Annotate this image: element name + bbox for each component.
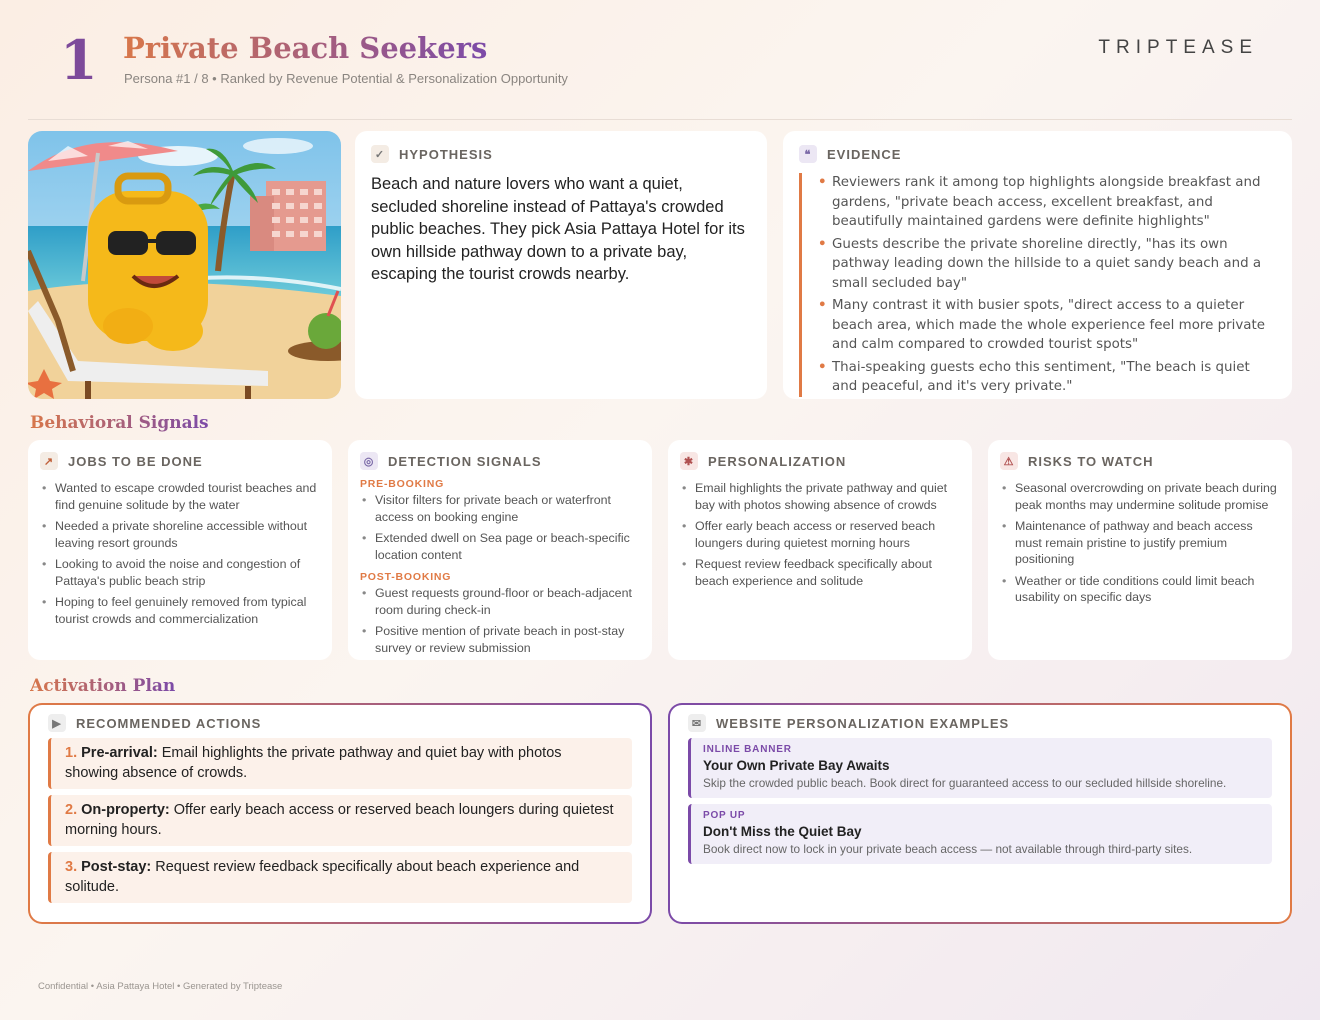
recommended-actions-card [28, 703, 652, 924]
page-footer: Confidential • Asia Pattaya Hotel • Generated by Triptease [38, 981, 283, 992]
list-item: • Positive mention of private beach in post-stay survey or review submission [360, 623, 640, 656]
evidence-list [799, 173, 1276, 397]
detection-heading: DETECTION SIGNALS [388, 453, 542, 469]
hypothesis-header [371, 145, 751, 163]
evidence-card [783, 131, 1292, 399]
personalization-header [680, 452, 960, 470]
list-item: • Offer early beach access or reserved beach loungers during quietest morning hours [680, 518, 960, 551]
checkmark-icon: ✓ [371, 145, 389, 163]
example-type: INLINE BANNER [703, 744, 792, 755]
list-item: • Guest requests ground-floor or beach-adjacent room during check-in [360, 585, 640, 618]
hypothesis-card [355, 131, 767, 399]
jobs-heading: JOBS TO BE DONE [68, 453, 203, 469]
behavioral-signals-title: Behavioral Signals [30, 413, 209, 433]
jobs-list [40, 480, 320, 627]
risks-card [988, 440, 1292, 660]
example-body: Skip the crowded public beach. Book direct for guaranteed access to our secluded hillside shoreline. [703, 776, 1227, 790]
list-item: • Maintenance of pathway and beach access must remain pristine to justify premium positioning [1000, 518, 1280, 568]
example-type: POP UP [703, 810, 746, 821]
list-item: • Visitor filters for private beach or waterfront access on booking engine [360, 492, 640, 525]
personalization-list [680, 480, 960, 589]
personalization-heading: PERSONALIZATION [708, 453, 847, 469]
detection-card [348, 440, 652, 660]
action-step [48, 738, 632, 789]
example-item [688, 738, 1272, 798]
target-icon: ◎ [360, 452, 378, 470]
website-heading: WEBSITE PERSONALIZATION EXAMPLES [716, 715, 1010, 731]
activation-plan-title: Activation Plan [30, 676, 176, 696]
brand-logo: TRIPTEASE [1098, 37, 1258, 58]
page-title: Private Beach Seekers [123, 31, 488, 65]
page-subtitle: Persona #1 / 8 • Ranked by Revenue Potential & Personalization Opportunity [124, 71, 568, 86]
list-item: • Hoping to feel genuinely removed from typical tourist crowds and commercialization [40, 594, 320, 627]
warning-icon: ⚠ [1000, 452, 1018, 470]
personalization-card [668, 440, 972, 660]
post-booking-list [360, 585, 640, 656]
risks-list [1000, 480, 1280, 606]
list-item: • Looking to avoid the noise and congestion of Pattaya's public beach strip [40, 556, 320, 589]
play-icon: ▶ [48, 714, 66, 732]
evidence-header [799, 145, 1276, 163]
action-step [48, 795, 632, 846]
persona-illustration [28, 131, 341, 399]
step-number: 3. [65, 859, 78, 875]
list-item: • Request review feedback specifically about beach experience and solitude [680, 556, 960, 589]
step-text: Offer early beach access or reserved beach loungers during quietest morning hours. [65, 802, 614, 838]
list-item: • Wanted to escape crowded tourist beaches and find genuine solitude by the water [40, 480, 320, 513]
list-item: • Extended dwell on Sea page or beach-specific location content [360, 530, 640, 563]
risks-heading: RISKS TO WATCH [1028, 453, 1154, 469]
step-number: 2. [65, 802, 78, 818]
risks-header [1000, 452, 1280, 470]
list-item: • Seasonal overcrowding on private beach during peak months may undermine solitude promise [1000, 480, 1280, 513]
list-item: • Needed a private shoreline accessible without leaving resort grounds [40, 518, 320, 551]
beach-illustration-icon [28, 131, 341, 399]
step-text: Email highlights the private pathway and quiet bay with photos showing absence of crowds. [65, 745, 562, 781]
step-label: Post-stay: [81, 859, 152, 875]
evidence-heading: EVIDENCE [827, 146, 902, 162]
recommended-heading: RECOMMENDED ACTIONS [76, 715, 262, 731]
website-header [688, 714, 1272, 732]
example-body: Book direct now to lock in your private beach access — not available through third-party sites. [703, 842, 1193, 856]
list-item: • Weather or tide conditions could limit beach usability on specific days [1000, 573, 1280, 606]
post-booking-label: POST-BOOKING [360, 571, 452, 583]
step-number: 1. [65, 745, 78, 761]
pre-booking-label: PRE-BOOKING [360, 478, 445, 490]
sparkle-icon: ✱ [680, 452, 698, 470]
hypothesis-heading: HYPOTHESIS [399, 146, 493, 162]
jobs-card [28, 440, 332, 660]
action-step [48, 852, 632, 903]
list-item: • Email highlights the private pathway and quiet bay with photos showing absence of crowds [680, 480, 960, 513]
step-label: Pre-arrival: [81, 745, 158, 761]
header-divider [28, 119, 1292, 120]
envelope-icon: ✉ [688, 714, 706, 732]
hypothesis-text: Beach and nature lovers who want a quiet, secluded shoreline instead of Pattaya's crowded public beaches. They pick Asia Pattaya Hotel for its own hillside pathway down to a private bay, escaping the tourist crowds nearby. [371, 175, 745, 283]
quote-icon: ❝ [799, 145, 817, 163]
evidence-item: • Many contrast it with busier spots, "direct access to a quieter beach area, which made the whole experience feel more private and calm compared to crowded tourist spots" [818, 296, 1276, 355]
step-label: On-property: [81, 802, 170, 818]
recommended-header [48, 714, 632, 732]
example-title: Your Own Private Bay Awaits [703, 758, 890, 773]
evidence-item: • Reviewers rank it among top highlights alongside breakfast and gardens, "private beach access, excellent breakfast, and beautifully maintained gardens were definite highlights" [818, 173, 1276, 232]
example-title: Don't Miss the Quiet Bay [703, 824, 862, 839]
jobs-header [40, 452, 320, 470]
arrow-up-right-icon: ↗ [40, 452, 58, 470]
persona-number: 1 [60, 28, 98, 92]
detection-header [360, 452, 640, 470]
example-item [688, 804, 1272, 864]
website-personalization-card [668, 703, 1292, 924]
evidence-item: • Thai-speaking guests echo this sentiment, "The beach is quiet and peaceful, and it's very private." [818, 358, 1276, 397]
step-text: Request review feedback specifically about beach experience and solitude. [65, 859, 580, 895]
pre-booking-list [360, 492, 640, 563]
evidence-item: • Guests describe the private shoreline directly, "has its own pathway leading down the hillside to a quiet sandy beach and a small secluded bay" [818, 235, 1276, 294]
